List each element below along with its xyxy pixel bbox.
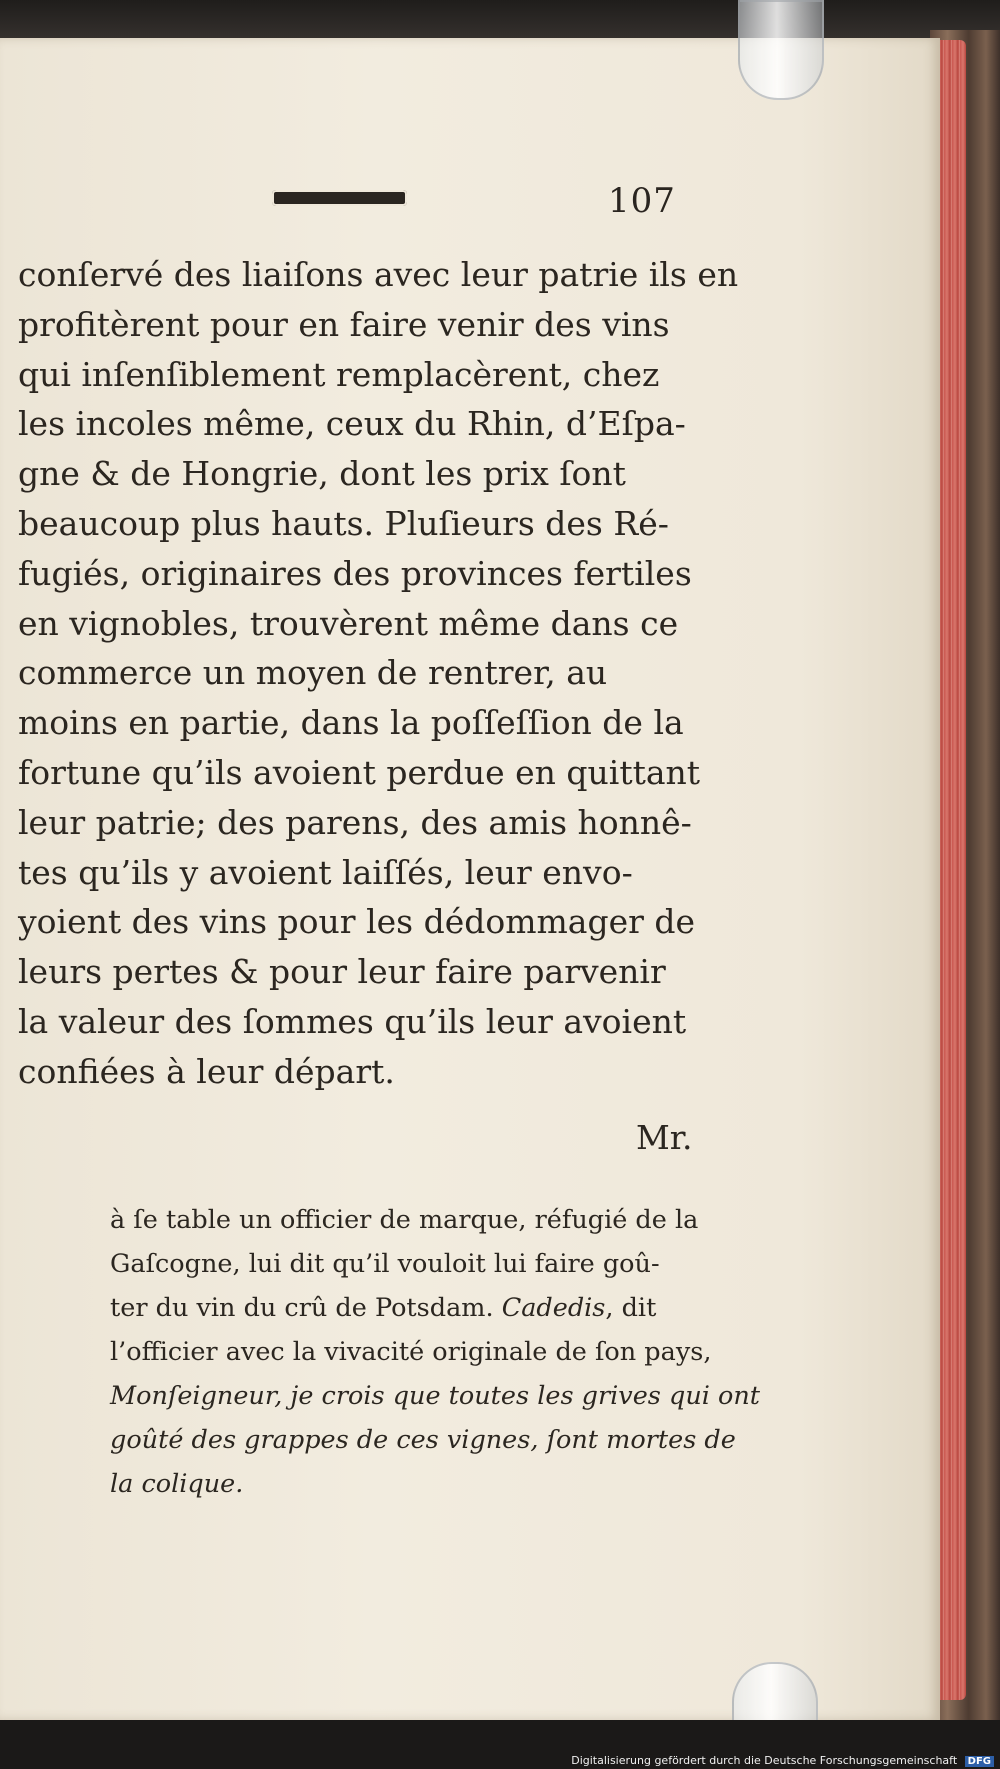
footer-bar [0, 1720, 1000, 1769]
catchword: Mr. [636, 1118, 693, 1157]
text-line: conſervé des liaiſons avec leur patrie ils en [18, 255, 739, 294]
footnote-line: la colique. [110, 1469, 244, 1499]
text-line: la valeur des ſommes qu’ils leur avoient [18, 1001, 687, 1041]
text-line: leurs pertes & pour leur faire parvenir [18, 952, 666, 992]
text-line: yoient des vins pour les dédommager de [18, 902, 696, 942]
page-number: 107 [608, 181, 676, 221]
text-line: fugiés, originaires des provinces fertiles [18, 553, 692, 593]
footnote-line: goûté des grappes de ces vignes, ſont mortes de [110, 1425, 736, 1455]
footnote-line: à ſe table un officier de marque, réfugié de la [110, 1205, 699, 1235]
footnote-line: l’officier avec la vivacité originale de ſon pays, [110, 1337, 712, 1367]
footnote-text: , dit [605, 1293, 657, 1323]
header-ornament-rule [272, 190, 407, 206]
text-line: profitèrent pour en faire venir des vins [18, 304, 670, 344]
footnote-line: Gaſcogne, lui dit qu’il vouloit lui faire goû- [110, 1249, 660, 1279]
text-line: en vignobles, trouvèrent même dans ce [18, 603, 679, 643]
text-line: fortune qu’ils avoient perdue en quittant [18, 752, 701, 792]
text-line: commerce un moyen de rentrer, au [18, 653, 608, 693]
text-line: les incoles même, ceux du Rhin, d’Eſpa- [18, 404, 686, 444]
credit-text: Digitalisierung gefördert durch die Deutsche Forschungsgemeinschaft [571, 1754, 958, 1767]
footnote-text: ter du vin du crû de Potsdam. [110, 1293, 502, 1323]
footnote-line: Monſeigneur, je crois que toutes les grives qui ont [110, 1381, 761, 1411]
glass-weight-top [738, 0, 824, 100]
text-line: qui inſenſiblement remplacèrent, chez [18, 354, 660, 394]
text-line: beaucoup plus hauts. Pluſieurs des Ré- [18, 503, 669, 543]
main-text-block [18, 250, 739, 1097]
footnote-block [110, 1198, 761, 1506]
text-line: confiées à leur départ. [18, 1051, 395, 1091]
text-line: moins en partie, dans la poſſeſſion de la [18, 703, 684, 743]
dfg-logo-icon: DFG [965, 1756, 994, 1767]
footnote-line [110, 1286, 710, 1330]
text-line: tes qu’ils y avoient laiſſés, leur envo- [18, 852, 633, 892]
text-line: gne & de Hongrie, dont les prix ſont [18, 454, 626, 494]
text-line: leur patrie; des parens, des amis honnê- [18, 802, 692, 842]
funding-credit [571, 1754, 994, 1767]
footnote-italic-text: Cadedis [501, 1293, 606, 1323]
